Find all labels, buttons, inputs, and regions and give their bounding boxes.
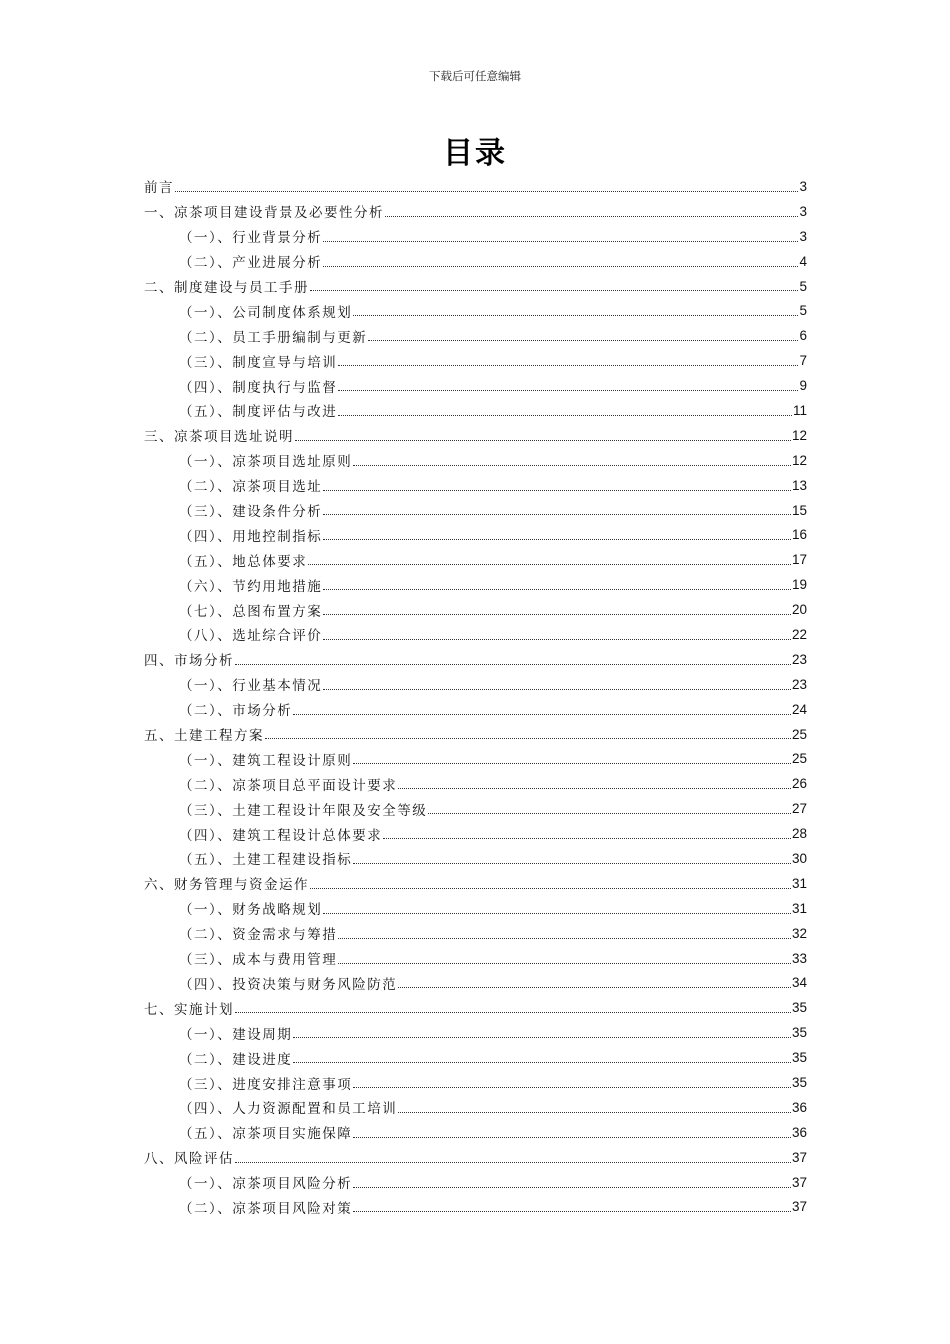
toc-entry-label: （四）、制度执行与监督 xyxy=(179,379,338,396)
toc-entry-page-number: 12 xyxy=(791,452,807,468)
toc-leader-dots xyxy=(338,938,791,939)
toc-entry-label: （一）、财务战略规划 xyxy=(179,902,323,919)
toc-entry-page-number: 12 xyxy=(791,427,807,443)
toc-entry-page-number: 13 xyxy=(791,477,807,493)
toc-entry-page-number: 27 xyxy=(791,801,807,817)
toc-entry-page-number: 5 xyxy=(799,278,807,294)
toc-entry[interactable] xyxy=(144,995,807,1020)
toc-leader-dots xyxy=(175,191,798,192)
toc-leader-dots xyxy=(323,241,798,242)
toc-entry[interactable] xyxy=(144,498,807,523)
toc-leader-dots xyxy=(428,813,791,814)
toc-entry-label: （二）、产业进展分析 xyxy=(179,255,323,272)
toc-entry-label: 五、土建工程方案 xyxy=(144,728,264,745)
header-note: 下载后可任意编辑 xyxy=(429,69,521,83)
toc-leader-dots xyxy=(353,1087,791,1088)
toc-entry[interactable] xyxy=(144,373,807,398)
toc-entry[interactable] xyxy=(144,1045,807,1070)
toc-entry-label: 二、制度建设与员工手册 xyxy=(144,280,309,296)
toc-entry-label: （一）、行业背景分析 xyxy=(179,230,323,247)
toc-entry[interactable] xyxy=(144,398,807,423)
toc-entry-label: （六）、节约用地措施 xyxy=(179,578,323,595)
toc-entry[interactable] xyxy=(144,846,807,871)
toc-entry-page-number: 28 xyxy=(791,826,807,842)
toc-entry[interactable] xyxy=(144,1095,807,1120)
toc-leader-dots xyxy=(398,1112,791,1113)
toc-leader-dots xyxy=(295,440,791,441)
toc-entry[interactable] xyxy=(144,821,807,846)
toc-entry-label: （一）、建筑工程设计原则 xyxy=(179,752,353,769)
toc-entry-page-number: 31 xyxy=(791,900,807,916)
toc-leader-dots xyxy=(323,539,791,540)
toc-entry-label: （三）、土建工程设计年限及安全等级 xyxy=(179,802,428,819)
toc-entry-label: 七、实施计划 xyxy=(144,1001,234,1018)
toc-entry[interactable] xyxy=(144,1020,807,1045)
toc-entry[interactable] xyxy=(144,647,807,672)
toc-leader-dots xyxy=(293,714,791,715)
toc-leader-dots xyxy=(323,490,791,491)
toc-entry-label: （二）、员工手册编制与更新 xyxy=(179,329,368,346)
toc-leader-dots xyxy=(323,614,791,615)
toc-title: 目录 xyxy=(443,136,507,171)
toc-entry[interactable] xyxy=(144,1145,807,1170)
toc-entry[interactable] xyxy=(144,697,807,722)
toc-entry-label: （三）、制度宣导与培训 xyxy=(179,354,338,371)
toc-entry[interactable] xyxy=(144,1070,807,1095)
toc-entry[interactable] xyxy=(144,348,807,373)
toc-entry-page-number: 9 xyxy=(799,378,807,394)
toc-entry-label: （四）、建筑工程设计总体要求 xyxy=(179,827,383,844)
toc-entry-page-number: 32 xyxy=(791,925,807,941)
toc-entry-label: （四）、用地控制指标 xyxy=(179,528,323,545)
toc-entry[interactable] xyxy=(144,622,807,647)
toc-entry[interactable] xyxy=(144,597,807,622)
toc-leader-dots xyxy=(353,763,791,764)
toc-entry-label: （一）、凉茶项目选址原则 xyxy=(179,454,353,471)
toc-entry-label: （三）、建设条件分析 xyxy=(179,504,323,521)
toc-entry-page-number: 20 xyxy=(791,602,807,618)
toc-leader-dots xyxy=(235,1162,791,1163)
toc-leader-dots xyxy=(323,689,791,690)
toc-entry-label: 前言 xyxy=(144,180,174,197)
toc-leader-dots xyxy=(323,514,791,515)
toc-entry-label: （五）、土建工程建设指标 xyxy=(179,852,353,869)
toc-entry-label: （八）、选址综合评价 xyxy=(179,628,323,645)
toc-entry-label: （三）、成本与费用管理 xyxy=(179,952,338,969)
toc-entry-page-number: 37 xyxy=(791,1174,807,1190)
toc-entry[interactable] xyxy=(144,672,807,697)
toc-entry-page-number: 35 xyxy=(791,1075,807,1090)
toc-entry-label: （五）、制度评估与改进 xyxy=(179,404,338,421)
toc-leader-dots xyxy=(353,465,791,466)
toc-entry[interactable] xyxy=(144,946,807,971)
toc-leader-dots xyxy=(353,1211,791,1212)
toc-entry-page-number: 3 xyxy=(799,203,807,219)
toc-entry-page-number: 35 xyxy=(791,1050,807,1066)
toc-entry[interactable] xyxy=(144,896,807,921)
toc-entry-page-number: 25 xyxy=(791,751,807,767)
toc-leader-dots xyxy=(323,913,791,914)
toc-entry-page-number: 36 xyxy=(791,1099,807,1115)
toc-entry-page-number: 5 xyxy=(799,303,807,319)
toc-entry[interactable] xyxy=(144,1120,807,1145)
toc-entry-page-number: 19 xyxy=(791,577,807,593)
toc-leader-dots xyxy=(310,290,798,291)
toc-leader-dots xyxy=(235,1012,791,1013)
toc-entry-label: （二）、凉茶项目选址 xyxy=(179,479,323,496)
toc-entry-page-number: 34 xyxy=(791,975,807,991)
toc-entry-page-number: 36 xyxy=(791,1124,807,1140)
toc-entry[interactable] xyxy=(144,746,807,771)
toc-entry-label: （七）、总图布置方案 xyxy=(179,603,323,620)
toc-leader-dots xyxy=(338,963,791,964)
toc-leader-dots xyxy=(353,1187,791,1188)
toc-entry-page-number: 33 xyxy=(791,950,807,966)
toc-leader-dots xyxy=(323,266,798,267)
toc-leader-dots xyxy=(308,564,791,565)
toc-leader-dots xyxy=(353,863,791,864)
toc-entry[interactable] xyxy=(144,796,807,821)
toc-leader-dots xyxy=(383,838,791,839)
toc-leader-dots xyxy=(235,664,791,665)
toc-entry[interactable] xyxy=(144,199,807,224)
toc-leader-dots xyxy=(368,340,798,341)
toc-entry[interactable] xyxy=(144,448,807,473)
toc-leader-dots xyxy=(293,1062,791,1063)
toc-entry[interactable] xyxy=(144,323,807,348)
toc-entry-label: （三）、进度安排注意事项 xyxy=(179,1076,353,1093)
toc-leader-dots xyxy=(323,639,791,640)
toc-entry-page-number: 17 xyxy=(791,552,807,568)
toc-leader-dots xyxy=(385,216,798,217)
toc-entry-page-number: 23 xyxy=(791,676,807,692)
toc-entry[interactable] xyxy=(144,298,807,323)
toc-entry-page-number: 6 xyxy=(799,328,807,344)
toc-entry-page-number: 11 xyxy=(792,402,807,418)
toc-entry-label: （二）、资金需求与筹措 xyxy=(179,927,338,944)
toc-entry[interactable] xyxy=(144,722,807,747)
toc-entry-page-number: 22 xyxy=(791,626,807,642)
toc-entry-label: （五）、凉茶项目实施保障 xyxy=(179,1126,353,1143)
toc-entry-label: （五）、地总体要求 xyxy=(179,553,308,570)
toc-entry[interactable] xyxy=(144,473,807,498)
toc-entry-label: （二）、凉茶项目风险对策 xyxy=(179,1200,353,1217)
toc-entry[interactable] xyxy=(144,921,807,946)
table-of-contents xyxy=(144,174,807,1219)
toc-leader-dots xyxy=(353,1137,791,1138)
toc-entry-page-number: 7 xyxy=(799,353,807,369)
toc-leader-dots xyxy=(353,315,798,316)
toc-leader-dots xyxy=(310,888,791,889)
toc-entry-label: 六、财务管理与资金运作 xyxy=(144,877,309,894)
toc-entry-label: （二）、建设进度 xyxy=(179,1051,293,1068)
toc-entry-label: 四、市场分析 xyxy=(144,653,234,670)
toc-entry-page-number: 23 xyxy=(791,651,807,667)
toc-entry[interactable] xyxy=(144,771,807,796)
toc-leader-dots xyxy=(338,390,798,391)
toc-entry-page-number: 30 xyxy=(791,850,807,866)
toc-entry-label: （一）、建设周期 xyxy=(179,1026,293,1043)
toc-entry[interactable] xyxy=(144,249,807,274)
toc-entry-label: （二）、凉茶项目总平面设计要求 xyxy=(179,777,398,794)
toc-entry-label: （一）、凉茶项目风险分析 xyxy=(179,1176,353,1193)
toc-entry-label: （四）、人力资源配置和员工培训 xyxy=(179,1101,398,1118)
toc-entry[interactable] xyxy=(144,1195,807,1220)
toc-entry-page-number: 35 xyxy=(791,1025,807,1041)
toc-entry-page-number: 37 xyxy=(791,1199,807,1215)
toc-entry-page-number: 15 xyxy=(791,502,807,518)
toc-entry[interactable] xyxy=(144,522,807,547)
toc-entry[interactable] xyxy=(144,423,807,448)
toc-entry[interactable] xyxy=(144,274,807,299)
toc-entry-label: 一、凉茶项目建设背景及必要性分析 xyxy=(144,205,384,222)
toc-leader-dots xyxy=(398,987,791,988)
toc-entry[interactable] xyxy=(144,1170,807,1195)
toc-leader-dots xyxy=(293,1037,791,1038)
toc-entry[interactable] xyxy=(144,547,807,572)
toc-entry-page-number: 35 xyxy=(791,1000,807,1016)
toc-leader-dots xyxy=(338,415,792,416)
toc-entry-label: 八、风险评估 xyxy=(144,1151,234,1168)
toc-entry-page-number: 3 xyxy=(799,178,807,194)
toc-entry[interactable] xyxy=(144,174,807,199)
toc-entry-page-number: 37 xyxy=(791,1149,807,1165)
toc-entry-page-number: 31 xyxy=(791,875,807,891)
toc-leader-dots xyxy=(398,788,791,789)
toc-entry[interactable] xyxy=(144,871,807,896)
toc-entry-label: （一）、公司制度体系规划 xyxy=(179,304,353,321)
toc-entry-page-number: 24 xyxy=(791,701,807,717)
toc-entry[interactable] xyxy=(144,224,807,249)
toc-entry-page-number: 4 xyxy=(799,253,807,269)
toc-entry[interactable] xyxy=(144,971,807,996)
toc-entry-label: （四）、投资决策与财务风险防范 xyxy=(179,976,398,993)
toc-leader-dots xyxy=(265,738,791,739)
toc-entry-page-number: 25 xyxy=(791,726,807,742)
toc-entry-page-number: 16 xyxy=(791,527,807,543)
toc-entry-page-number: 3 xyxy=(799,228,807,244)
toc-entry[interactable] xyxy=(144,572,807,597)
toc-entry-page-number: 26 xyxy=(791,776,807,792)
toc-entry-label: 三、凉茶项目选址说明 xyxy=(144,429,294,446)
toc-leader-dots xyxy=(338,365,798,366)
toc-entry-label: （一）、行业基本情况 xyxy=(179,678,323,695)
toc-entry-label: （二）、市场分析 xyxy=(179,703,293,720)
toc-leader-dots xyxy=(323,589,791,590)
